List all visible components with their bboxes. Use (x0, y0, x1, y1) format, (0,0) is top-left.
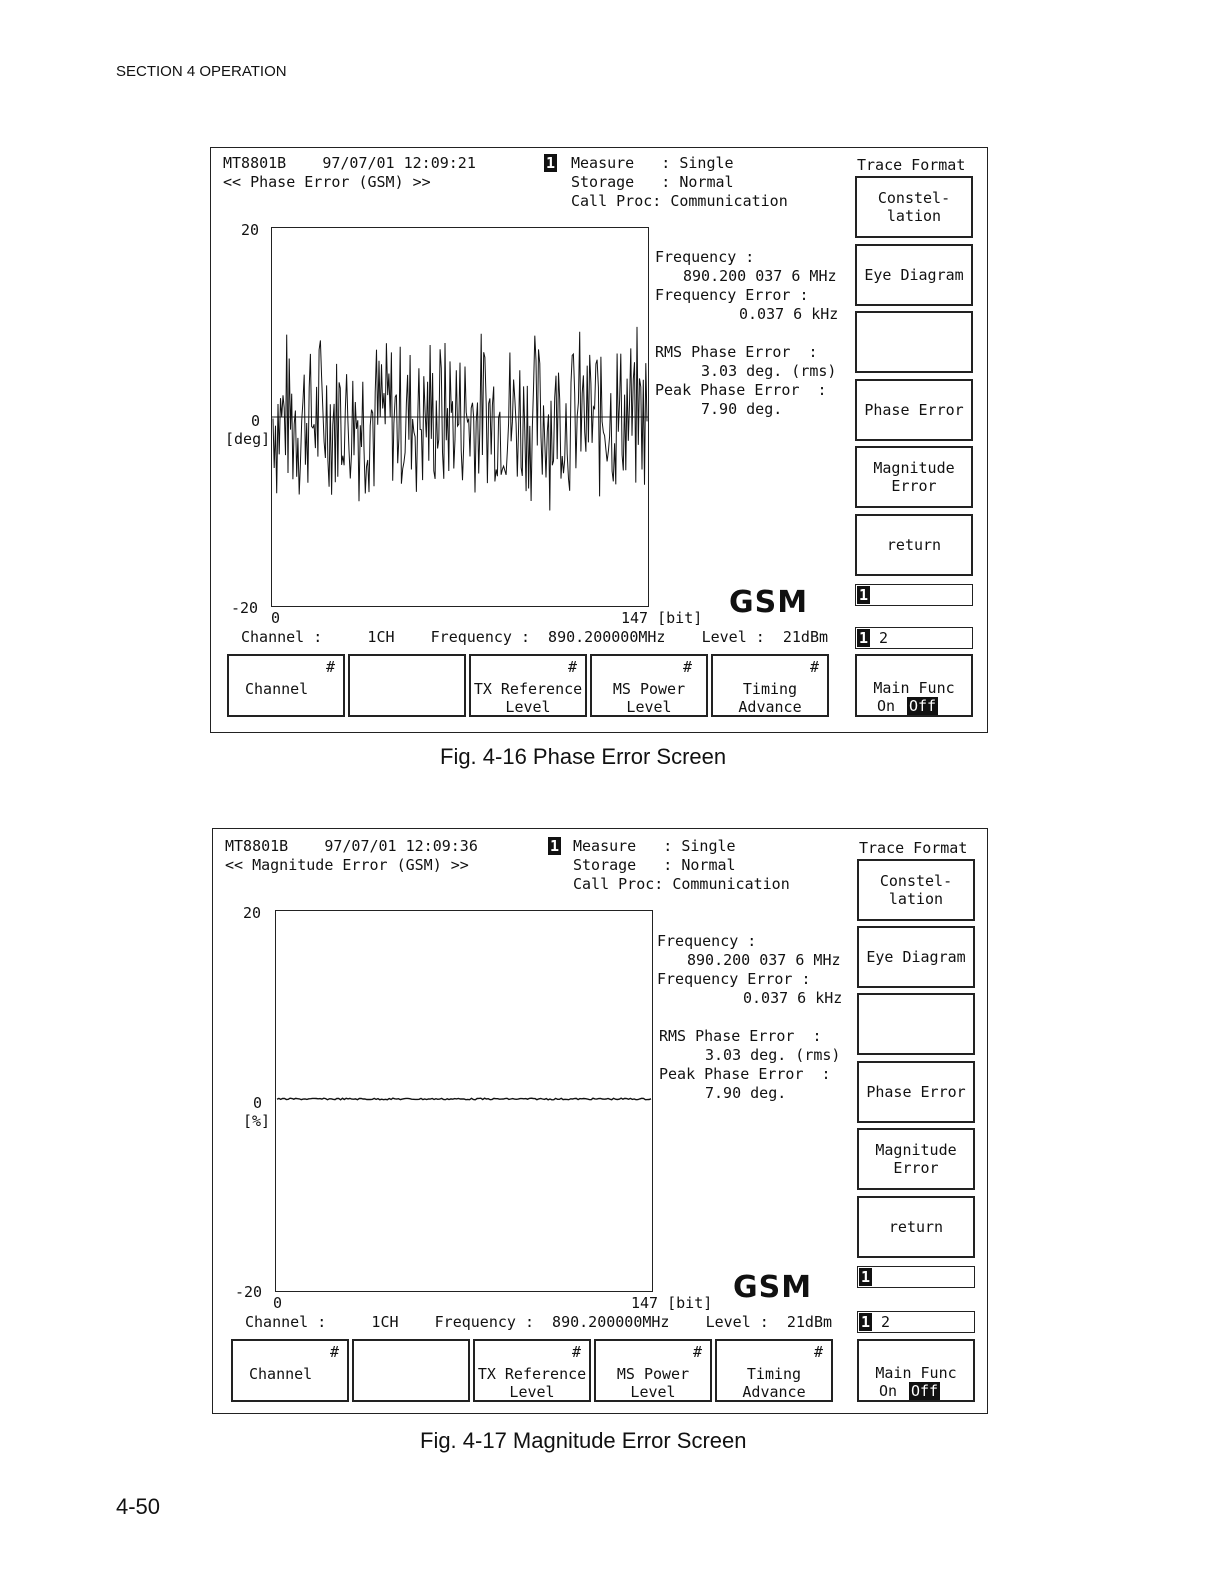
trace-format-label: Trace Format (857, 156, 966, 174)
model-datetime: MT8801B 97/07/01 12:09:36 (225, 837, 478, 855)
call-proc-status: Call Proc: Communication (573, 875, 790, 893)
page-indicator-2 (855, 627, 973, 649)
blank-softkey[interactable] (855, 311, 973, 373)
rms-phase-error-label: RMS Phase Error : (659, 1027, 822, 1045)
channel-key-label: Channel (245, 680, 309, 698)
eye-diagram-button[interactable]: Eye Diagram (857, 926, 975, 988)
y-axis-bottom-label: -20 (231, 599, 259, 617)
tx-reference-level-key[interactable] (473, 1339, 591, 1402)
y-axis-zero-label: 0 (253, 1094, 263, 1112)
y-axis-unit-label: [deg] (225, 430, 271, 448)
magnitude-error-trace (275, 910, 653, 1292)
measure-status: Measure : Single (571, 154, 734, 172)
figure-caption-1: Fig. 4-16 Phase Error Screen (440, 744, 727, 769)
frequency-error-label: Frequency Error : (657, 970, 811, 988)
blank-softkey[interactable] (857, 993, 975, 1055)
ms-power-level-label: MS Power Level (612, 680, 686, 716)
storage-status: Storage : Normal (571, 173, 734, 191)
timing-advance-key[interactable] (711, 654, 829, 717)
timing-advance-key[interactable] (715, 1339, 833, 1402)
peak-phase-error-label: Peak Phase Error : (655, 381, 827, 399)
channel-key-mark: # (325, 658, 335, 676)
tx-reference-level-label: TX Reference Level (473, 680, 583, 716)
page-indicator-2-number: 2 (879, 629, 889, 647)
magnitude-error-button[interactable]: Magnitude Error (857, 1128, 975, 1190)
rms-phase-error-value: 3.03 deg. (rms) (701, 362, 837, 380)
page-indicator-1-marker: 1 (861, 1268, 871, 1286)
ms-power-level-mark: # (682, 658, 692, 676)
frequency-label: Frequency : (655, 248, 755, 266)
storage-status: Storage : Normal (573, 856, 736, 874)
rms-phase-error-value: 3.03 deg. (rms) (705, 1046, 841, 1064)
timing-advance-mark: # (813, 1343, 823, 1361)
y-axis-zero-label: 0 (251, 412, 261, 430)
constellation-button[interactable]: Constel- lation (857, 859, 975, 921)
phase-error-button[interactable]: Phase Error (855, 379, 973, 441)
channel-status-line: Channel : 1CH Frequency : 890.200000MHz Level : 21dBm (245, 1313, 832, 1331)
rms-phase-error-label: RMS Phase Error : (655, 343, 818, 361)
ms-power-level-key[interactable] (594, 1339, 712, 1402)
main-func-label: Main Func (875, 1364, 957, 1382)
page-indicator-2-marker: 1 (861, 1313, 871, 1331)
status-icon: 1 (546, 154, 556, 172)
constellation-button[interactable]: Constel- lation (855, 176, 973, 238)
main-func-off: Off (909, 697, 937, 715)
section-header: SECTION 4 OPERATION (116, 63, 287, 80)
y-axis-top-label: 20 (241, 221, 260, 239)
page-indicator-1-marker: 1 (859, 586, 869, 604)
page-indicator-2-marker: 1 (859, 629, 869, 647)
y-axis-top-label: 20 (243, 904, 262, 922)
frequency-error-value: 0.037 6 kHz (739, 305, 839, 323)
tx-reference-level-mark: # (567, 658, 577, 676)
status-icon: 1 (550, 837, 560, 855)
main-func-on: On (879, 1382, 898, 1400)
frequency-error-value: 0.037 6 kHz (743, 989, 843, 1007)
main-func-key[interactable] (855, 654, 973, 717)
figure-caption-2: Fig. 4-17 Magnitude Error Screen (420, 1428, 747, 1453)
phase-error-trace (271, 227, 649, 607)
page-indicator-1 (855, 584, 973, 606)
page-indicator-2-number: 2 (881, 1313, 891, 1331)
magnitude-error-waveform (277, 1098, 651, 1100)
page-indicator-1 (857, 1266, 975, 1288)
return-button[interactable]: return (855, 514, 973, 576)
channel-status-line: Channel : 1CH Frequency : 890.200000MHz Level : 21dBm (241, 628, 828, 646)
main-func-label: Main Func (873, 679, 955, 697)
ms-power-level-label: MS Power Level (616, 1365, 690, 1401)
tx-reference-level-mark: # (571, 1343, 581, 1361)
main-func-key[interactable] (857, 1339, 975, 1402)
phase-error-waveform (273, 327, 647, 511)
y-axis-bottom-label: -20 (235, 1283, 263, 1301)
channel-key[interactable] (231, 1339, 349, 1402)
timing-advance-mark: # (809, 658, 819, 676)
x-axis-end-label: 147 [bit] (631, 1294, 713, 1312)
screen-title: << Magnitude Error (GSM) >> (225, 856, 469, 874)
magnitude-error-button[interactable]: Magnitude Error (855, 446, 973, 508)
frequency-value: 890.200 037 6 MHz (687, 951, 841, 969)
timing-advance-label: Timing Advance (742, 1365, 806, 1401)
gsm-logo: GSM (733, 1270, 813, 1305)
x-axis-start-label: 0 (271, 609, 281, 627)
magnitude-error-screen (212, 828, 988, 1414)
x-axis-end-label: 147 [bit] (621, 609, 703, 627)
x-axis-start-label: 0 (273, 1294, 283, 1312)
blank-func-key[interactable] (348, 654, 466, 717)
phase-error-button[interactable]: Phase Error (857, 1061, 975, 1123)
main-func-off: Off (911, 1382, 939, 1400)
call-proc-status: Call Proc: Communication (571, 192, 788, 210)
phase-error-screen (210, 147, 988, 733)
channel-key-label: Channel (249, 1365, 313, 1383)
return-button[interactable]: return (857, 1196, 975, 1258)
frequency-value: 890.200 037 6 MHz (683, 267, 837, 285)
timing-advance-label: Timing Advance (738, 680, 802, 716)
screen-title: << Phase Error (GSM) >> (223, 173, 431, 191)
main-func-on: On (877, 697, 896, 715)
y-axis-unit-label: [%] (243, 1112, 271, 1130)
page-indicator-2 (857, 1311, 975, 1333)
tx-reference-level-key[interactable] (469, 654, 587, 717)
peak-phase-error-label: Peak Phase Error : (659, 1065, 831, 1083)
trace-format-label: Trace Format (859, 839, 968, 857)
gsm-logo: GSM (729, 585, 809, 620)
peak-phase-error-value: 7.90 deg. (705, 1084, 787, 1102)
peak-phase-error-value: 7.90 deg. (701, 400, 783, 418)
blank-func-key[interactable] (352, 1339, 470, 1402)
channel-key[interactable] (227, 654, 345, 717)
measure-status: Measure : Single (573, 837, 736, 855)
frequency-label: Frequency : (657, 932, 757, 950)
channel-key-mark: # (329, 1343, 339, 1361)
page-number: 4-50 (116, 1494, 161, 1519)
ms-power-level-key[interactable] (590, 654, 708, 717)
tx-reference-level-label: TX Reference Level (477, 1365, 587, 1401)
frequency-error-label: Frequency Error : (655, 286, 809, 304)
ms-power-level-mark: # (692, 1343, 702, 1361)
eye-diagram-button[interactable]: Eye Diagram (855, 244, 973, 306)
model-datetime: MT8801B 97/07/01 12:09:21 (223, 154, 476, 172)
